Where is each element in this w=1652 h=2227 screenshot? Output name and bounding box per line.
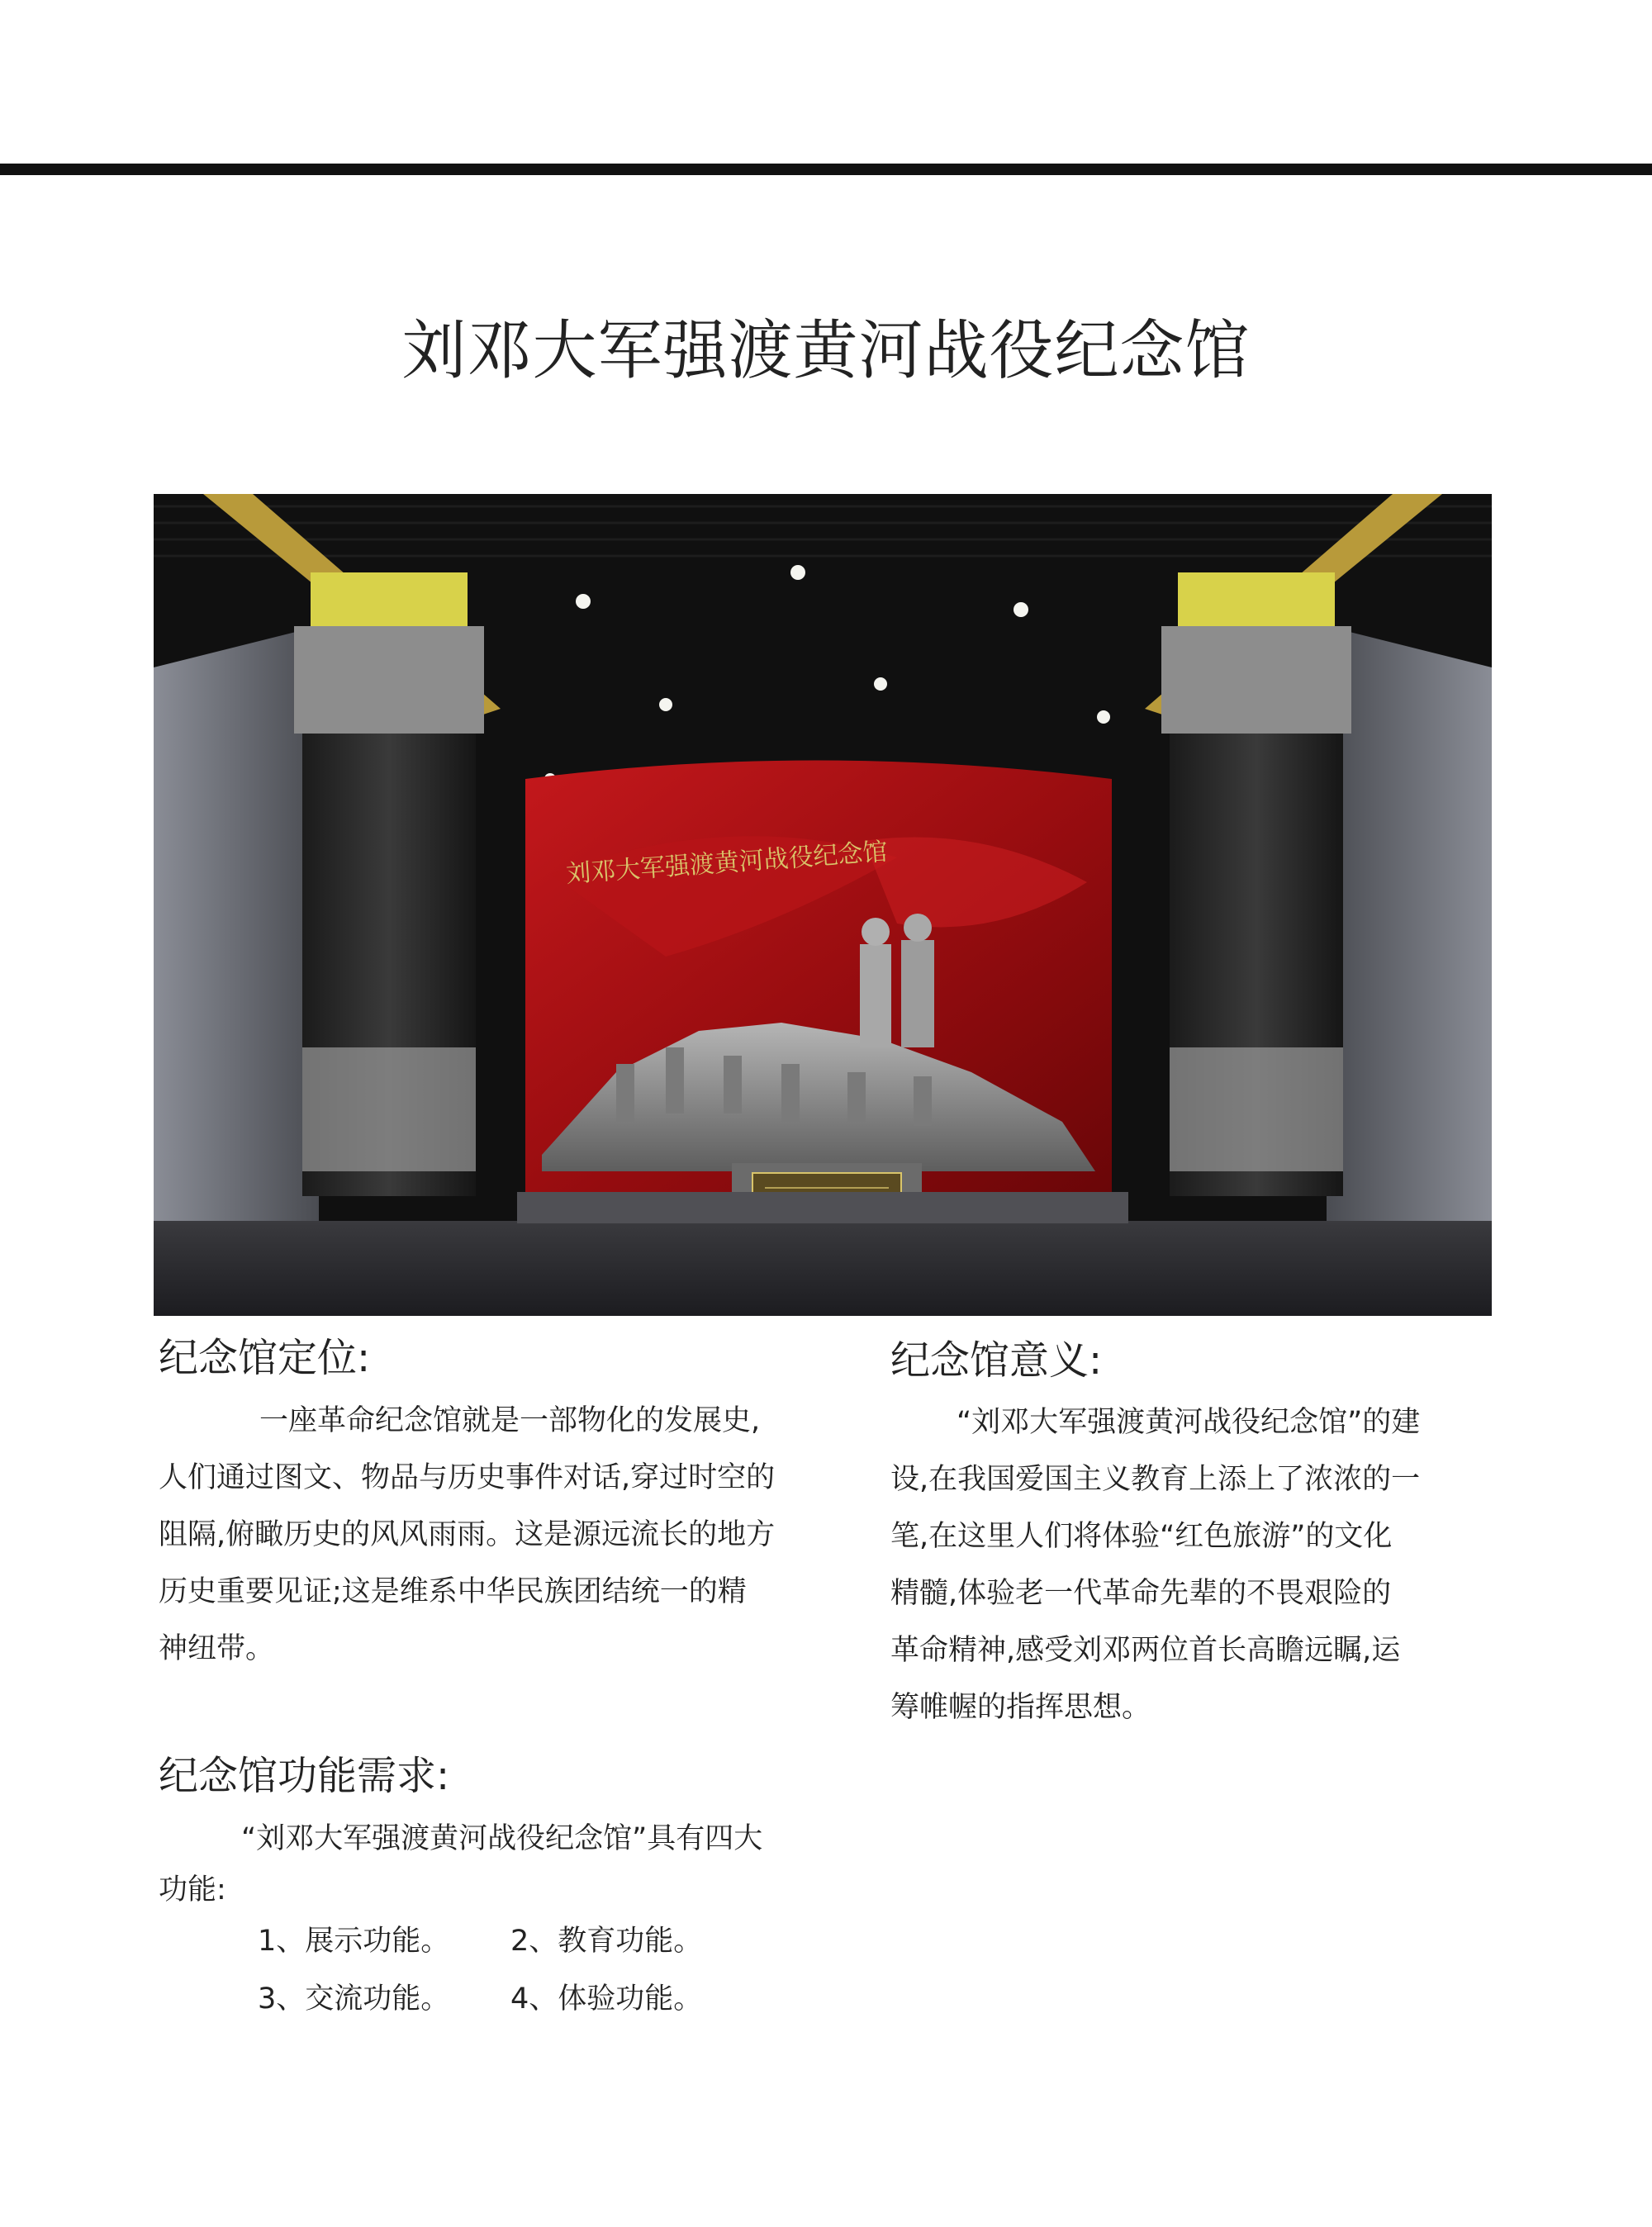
- significance-line-6: 筹帷幄的指挥思想。: [890, 1691, 1151, 1724]
- significance-paragraph: [890, 1394, 1502, 1736]
- flag-inscription: 刘邓大军强渡黄河战役纪念馆: [565, 837, 889, 889]
- positioning-line-4: 历史重要见证;这是维系中华民族团结统一的精: [159, 1575, 747, 1608]
- positioning-line-5: 神纽带。: [159, 1632, 275, 1665]
- function-item-experience: 4、体验功能。: [510, 1982, 703, 2016]
- positioning-line-2: 人们通过图文、物品与历史事件对话,穿过时空的: [159, 1461, 776, 1494]
- significance-line-5: 革命精神,感受刘邓两位首长高瞻远瞩,运: [890, 1634, 1401, 1667]
- top-rule: [0, 164, 1652, 175]
- significance-line-4: 精髓,体验老一代革命先辈的不畏艰险的: [890, 1577, 1392, 1610]
- positioning-line-3: 阻隔,俯瞰历史的风风雨雨。这是源远流长的地方: [159, 1518, 776, 1551]
- functions-heading: 纪念馆功能需求:: [159, 1753, 450, 1799]
- memorial-hall-illustration: [154, 494, 1492, 1316]
- significance-line-2: 设,在我国爱国主义教育上添上了浓浓的一: [890, 1463, 1421, 1496]
- significance-heading: 纪念馆意义:: [890, 1337, 1103, 1384]
- positioning-line-1: 一座革命纪念馆就是一部物化的发展史,: [259, 1404, 761, 1437]
- page-title: 刘邓大军强渡黄河战役纪念馆: [401, 314, 1251, 388]
- significance-line-3: 笔,在这里人们将体验“红色旅游”的文化: [890, 1520, 1393, 1553]
- function-item-display: 1、展示功能。: [258, 1925, 450, 1958]
- positioning-heading: 纪念馆定位:: [159, 1335, 371, 1381]
- significance-line-1: “刘邓大军强渡黄河战役纪念馆”的建: [957, 1406, 1421, 1439]
- function-item-exchange: 3、交流功能。: [258, 1982, 450, 2016]
- hero-image: [154, 494, 1492, 1316]
- functions-intro-line-1: “刘邓大军强渡黄河战役纪念馆”具有四大: [241, 1822, 763, 1855]
- positioning-paragraph: [159, 1393, 836, 1678]
- functions-intro-line-2: 功能:: [159, 1873, 226, 1906]
- function-item-education: 2、教育功能。: [510, 1925, 703, 1958]
- functions-intro: [159, 1813, 836, 1916]
